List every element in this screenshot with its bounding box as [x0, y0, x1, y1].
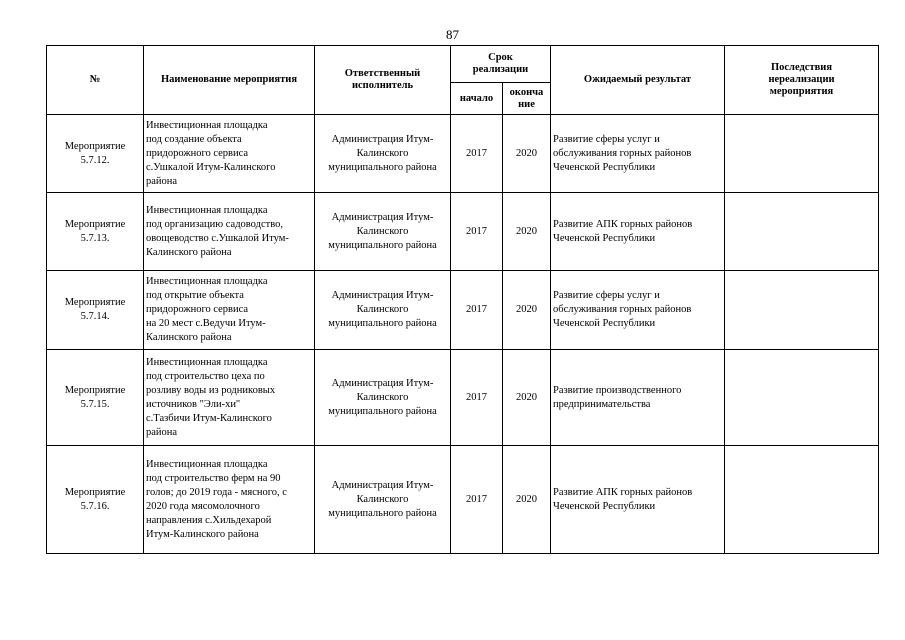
- cell-num: Мероприятие 5.7.15.: [47, 350, 144, 446]
- header-period: Срок реализации: [451, 46, 551, 83]
- cell-end: 2020: [503, 193, 551, 271]
- cell-name: Инвестиционная площадка под создание объекта придорожного сервиса с.Ушкалой Итум-Калинского района: [144, 115, 315, 193]
- header-name: Наименование мероприятия: [144, 46, 315, 115]
- cell-consequences: [725, 193, 879, 271]
- cell-name: Инвестиционная площадка под строительство цеха по розливу воды из родниковых источников "Эли-хи" с.Тазбичи Итум-Калинского района: [144, 350, 315, 446]
- header-result: Ожидаемый результат: [551, 46, 725, 115]
- header-executor: Ответственный исполнитель: [315, 46, 451, 115]
- cell-consequences: [725, 271, 879, 350]
- cell-executor: Администрация Итум- Калинского муниципального района: [315, 446, 451, 554]
- cell-start: 2017: [451, 446, 503, 554]
- header-consequences: Последствия нереализации мероприятия: [725, 46, 879, 115]
- cell-num: Мероприятие 5.7.12.: [47, 115, 144, 193]
- cell-start: 2017: [451, 271, 503, 350]
- cell-end: 2020: [503, 115, 551, 193]
- cell-result: Развитие сферы услуг и обслуживания горных районов Чеченской Республики: [551, 271, 725, 350]
- cell-start: 2017: [451, 115, 503, 193]
- cell-num: Мероприятие 5.7.13.: [47, 193, 144, 271]
- cell-end: 2020: [503, 271, 551, 350]
- header-row-1: [47, 46, 879, 83]
- cell-end: 2020: [503, 350, 551, 446]
- cell-executor: Администрация Итум- Калинского муниципального района: [315, 115, 451, 193]
- page-number: 87: [446, 27, 459, 42]
- cell-result: Развитие АПК горных районов Чеченской Республики: [551, 193, 725, 271]
- cell-start: 2017: [451, 350, 503, 446]
- table-row: [47, 446, 879, 554]
- cell-num: Мероприятие 5.7.16.: [47, 446, 144, 554]
- table-row: [47, 193, 879, 271]
- header-num: №: [47, 46, 144, 115]
- header-start: начало: [451, 83, 503, 115]
- cell-result: Развитие сферы услуг и обслуживания горных районов Чеченской Республики: [551, 115, 725, 193]
- cell-executor: Администрация Итум- Калинского муниципального района: [315, 271, 451, 350]
- cell-consequences: [725, 350, 879, 446]
- table-row: [47, 350, 879, 446]
- cell-name: Инвестиционная площадка под организацию садоводство, овощеводство с.Ушкалой Итум- Калинского района: [144, 193, 315, 271]
- cell-consequences: [725, 446, 879, 554]
- measures-table: [46, 45, 879, 554]
- cell-end: 2020: [503, 446, 551, 554]
- cell-executor: Администрация Итум- Калинского муниципального района: [315, 193, 451, 271]
- table-row: [47, 115, 879, 193]
- cell-name: Инвестиционная площадка под строительство ферм на 90 голов; до 2019 года - мясного, с 2020 года мясомолочного направления с.Хильдехарой Итум-Калинского района: [144, 446, 315, 554]
- cell-result: Развитие производственного предпринимательства: [551, 350, 725, 446]
- cell-result: Развитие АПК горных районов Чеченской Республики: [551, 446, 725, 554]
- cell-num: Мероприятие 5.7.14.: [47, 271, 144, 350]
- cell-executor: Администрация Итум- Калинского муниципального района: [315, 350, 451, 446]
- cell-consequences: [725, 115, 879, 193]
- cell-name: Инвестиционная площадка под открытие объекта придорожного сервиса на 20 мест с.Ведучи Итум- Калинского района: [144, 271, 315, 350]
- table-row: [47, 271, 879, 350]
- cell-start: 2017: [451, 193, 503, 271]
- header-end: оконча ние: [503, 83, 551, 115]
